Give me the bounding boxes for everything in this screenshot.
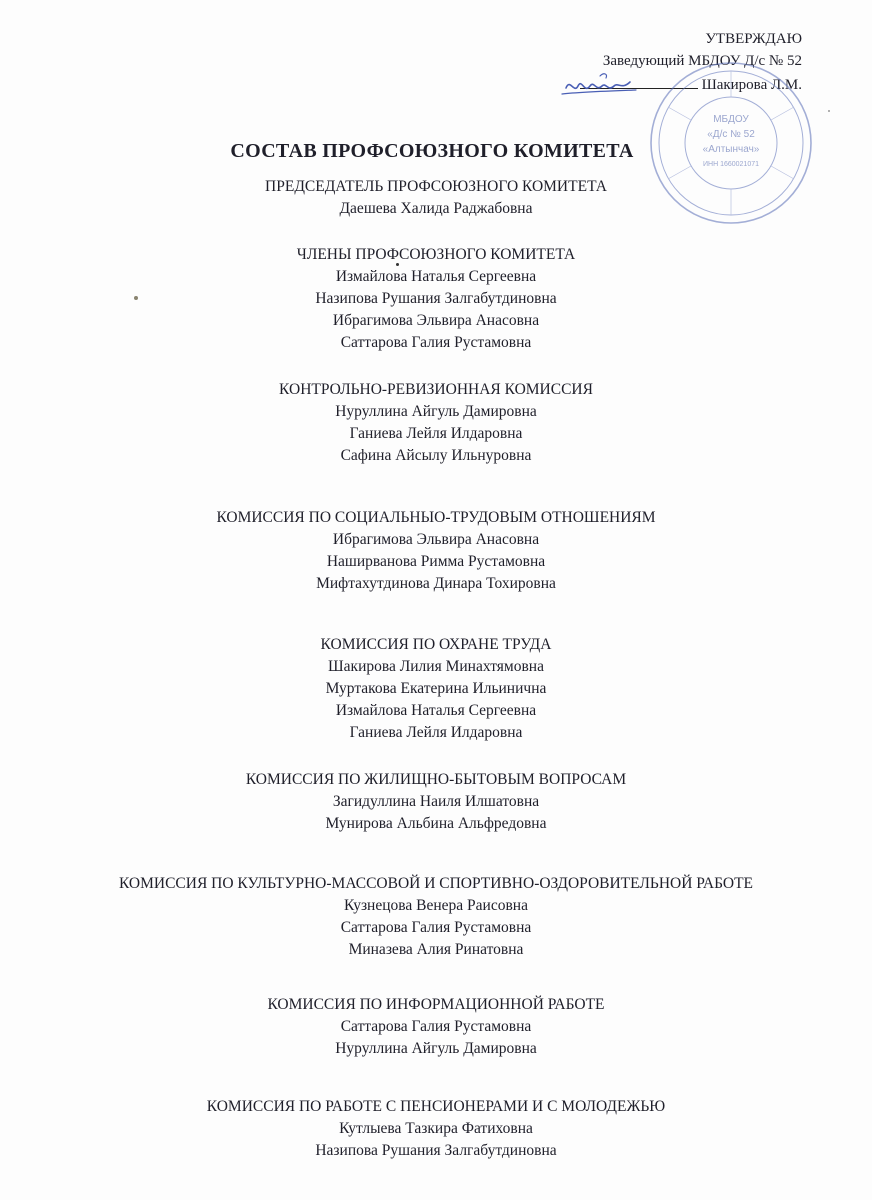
member-name: Назипова Рушания Залгабутдиновна [315,290,557,307]
member-name: Загидуллина Наиля Илшатовна [332,793,540,810]
member-name: Кузнецова Венера Раисовна [344,897,528,914]
scan-speck [134,296,138,300]
handwritten-signature [560,64,640,104]
section-heading: КОМИССИЯ ПО ОХРАНЕ ТРУДА [320,636,552,653]
stamp-line-4: ИНН 1660021071 [702,161,760,168]
member-name: Наширванова Римма Рустамовна [326,553,546,570]
member-name: Ибрагимова Эльвира Анасовна [332,531,540,548]
member-name: Мифтахутдинова Динара Тохировна [316,575,556,592]
section-cultural-sports-commission [0,873,872,961]
document-title [0,140,872,163]
member-name: Шакирова Лилия Минахтямовна [328,658,544,675]
member-name: Измайлова Наталья Сергеевна [335,268,537,285]
stamp-line-3: «Алтынчач» [702,144,760,155]
section-committee-members [0,244,872,354]
section-heading: ЧЛЕНЫ ПРОФСОЮЗНОГО КОМИТЕТА [296,246,576,263]
member-name: Муртакова Екатерина Ильинична [325,680,547,697]
section-heading: ПРЕДСЕДАТЕЛЬ ПРОФСОЮЗНОГО КОМИТЕТА [265,178,607,195]
stamp-line-2: «Д/с № 52 [707,129,755,140]
member-name: Саттарова Галия Рустамовна [340,919,532,936]
section-heading: КОНТРОЛЬНО-РЕВИЗИОННАЯ КОМИССИЯ [279,381,593,398]
section-heading: КОМИССИЯ ПО ЖИЛИЩНО-БЫТОВЫМ ВОПРОСАМ [245,771,627,788]
section-chairman [0,176,872,220]
member-name: Даешева Халида Раджабовна [339,200,533,217]
member-name: Ибрагимова Эльвира Анасовна [332,312,540,329]
scan-speck [828,110,830,112]
approval-position: Заведующий МБДОУ Д/с № 52 [602,53,802,69]
member-name: Ганиева Лейля Илдаровна [349,724,523,741]
section-housing-commission [0,769,872,835]
section-audit-commission [0,379,872,467]
section-social-labor-commission [0,507,872,595]
section-heading: КОМИССИЯ ПО РАБОТЕ С ПЕНСИОНЕРАМИ И С МОЛОДЕЖЬЮ [206,1098,666,1115]
stamp-line-1: МБДОУ [713,114,749,125]
section-information-commission [0,994,872,1060]
approval-label: УТВЕРЖДАЮ [705,31,802,47]
member-name: Саттарова Галия Рустамовна [340,1018,532,1035]
member-name: Нуруллина Айгуль Дамировна [335,1040,537,1057]
section-pensioners-youth-commission [0,1096,872,1162]
member-name: Мунирова Альбина Альфредовна [325,815,547,832]
member-name: Миназева Алия Ринатовна [348,941,524,958]
scan-speck [396,263,399,266]
section-heading: КОМИССИЯ ПО СОЦИАЛЬНЫО-ТРУДОВЫМ ОТНОШЕНИЯМ [216,509,656,526]
member-name: Ганиева Лейля Илдаровна [349,425,523,442]
section-labor-protection-commission [0,634,872,744]
approval-signatory: Шакирова Л.М. [701,77,802,93]
document-title-text: СОСТАВ ПРОФСОЮЗНОГО КОМИТЕТА [230,140,634,162]
section-heading: КОМИССИЯ ПО ИНФОРМАЦИОННОЙ РАБОТЕ [267,996,605,1013]
member-name: Саттарова Галия Рустамовна [340,334,532,351]
member-name: Назипова Рушания Залгабутдиновна [315,1142,557,1159]
member-name: Кутлыева Тазкира Фатиховна [339,1120,533,1137]
member-name: Нуруллина Айгуль Дамировна [335,403,537,420]
member-name: Сафина Айсылу Ильнуровна [340,447,532,464]
section-heading: КОМИССИЯ ПО КУЛЬТУРНО-МАССОВОЙ И СПОРТИВНО-ОЗДОРОВИТЕЛЬНОЙ РАБОТЕ [118,875,754,892]
member-name: Измайлова Наталья Сергеевна [335,702,537,719]
